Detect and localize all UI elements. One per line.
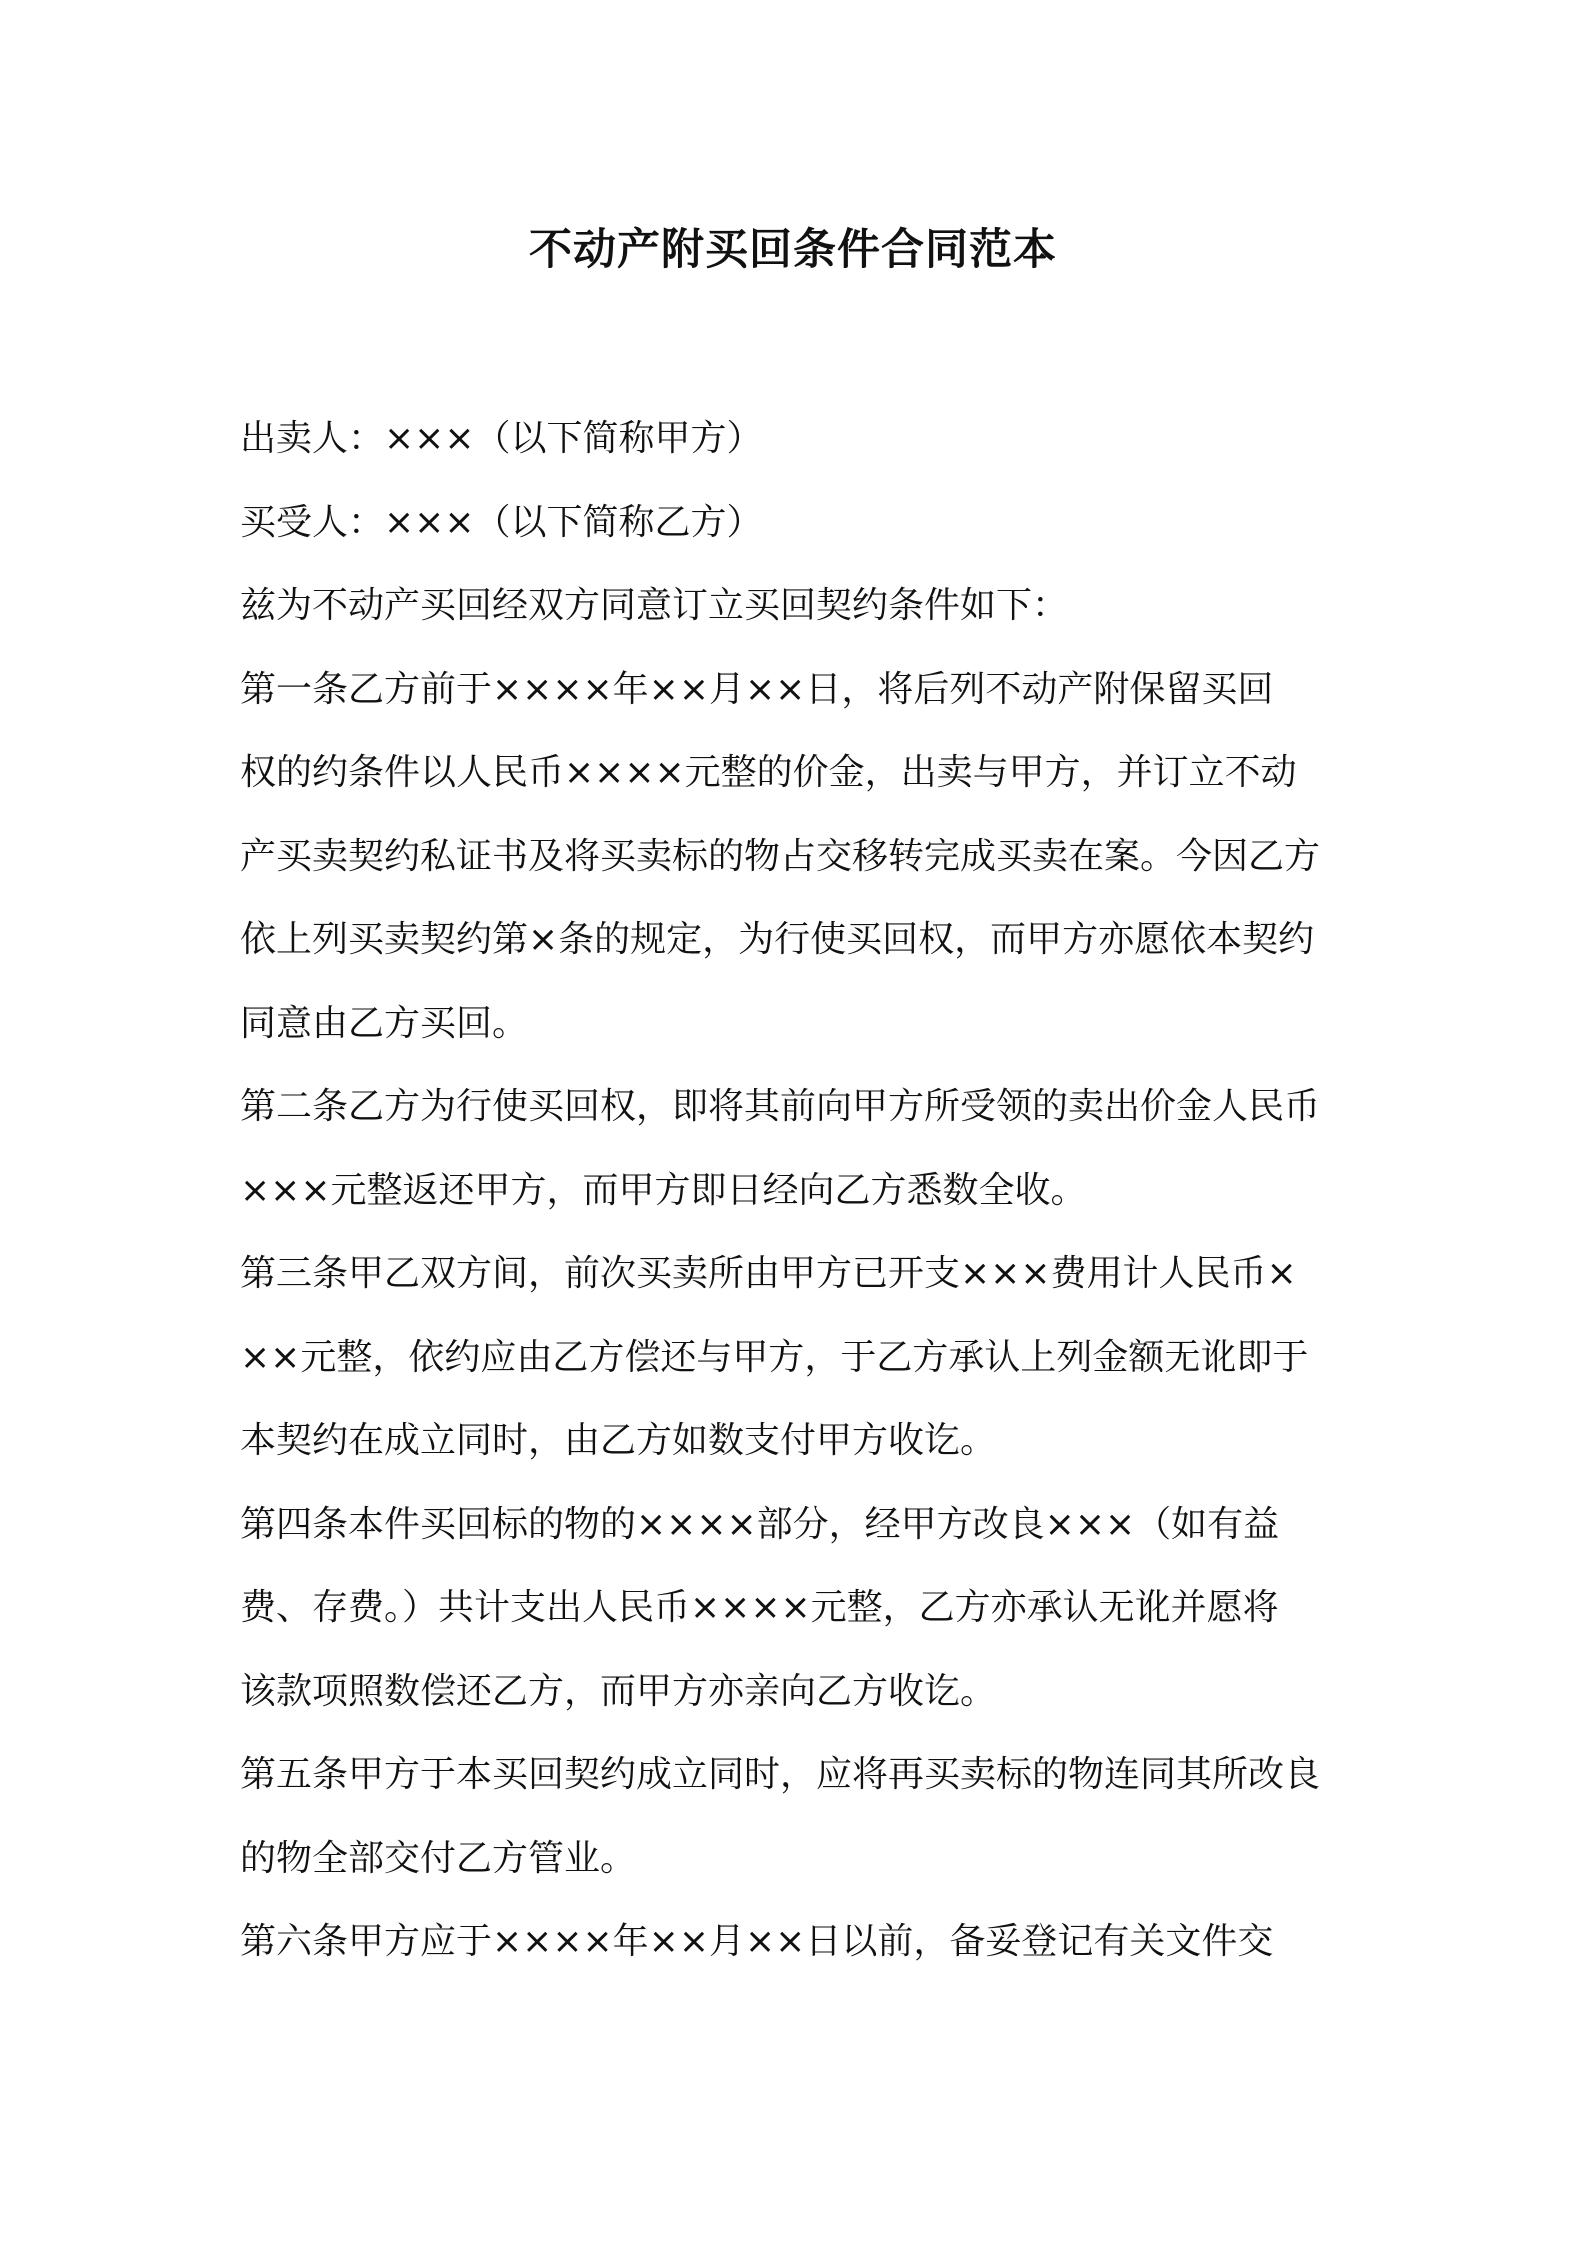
paragraph: [240, 397, 1360, 481]
text-line: 该款项照数偿还乙方，而甲方亦亲向乙方收讫。: [240, 1670, 997, 1712]
paragraph: [240, 1483, 1360, 1734]
text-line: 第五条甲方于本买回契约成立同时，应将再买卖标的物连同其所改良: [240, 1754, 1321, 1795]
text-line: 第三条甲乙双方间，前次买卖所由甲方已开支×××费用计人民币×: [240, 1253, 1297, 1294]
paragraph: [240, 1900, 1360, 1984]
text-line: 第六条甲方应于××××年××月××日以前，备妥登记有关文件交: [240, 1921, 1274, 1962]
paragraph: [240, 1232, 1360, 1483]
text-line: 同意由乙方买回。: [240, 1002, 529, 1044]
paragraph: [240, 1733, 1360, 1900]
paragraph: [240, 564, 1360, 648]
text-line: 买受人：×××（以下简称乙方）: [240, 501, 763, 543]
text-line: 第一条乙方前于××××年××月××日，将后列不动产附保留买回: [240, 668, 1274, 710]
text-line: 的物全部交付乙方管业。: [240, 1837, 637, 1879]
text-line: 产买卖契约私证书及将买卖标的物占交移转完成买卖在案。今因乙方: [240, 835, 1321, 877]
paragraph: [240, 481, 1360, 565]
text-line: 权的约条件以人民币××××元整的价金，出卖与甲方，并订立不动: [240, 752, 1297, 793]
text-line: 第四条本件买回标的物的××××部分，经甲方改良×××（如有益: [240, 1503, 1280, 1545]
text-line: 兹为不动产买回经双方同意订立买回契约条件如下：: [240, 585, 1069, 626]
document-title: 不动产附买回条件合同范本: [529, 225, 1057, 275]
paragraph: [240, 1065, 1360, 1232]
text-line: ××元整，依约应由乙方偿还与甲方，于乙方承认上列金额无讹即于: [240, 1336, 1309, 1378]
paragraph: [240, 648, 1360, 1066]
text-line: 费、存费。）共计支出人民币××××元整，乙方亦承认无讹并愿将: [240, 1587, 1279, 1628]
text-line: 出卖人：×××（以下简称甲方）: [240, 418, 763, 459]
text-line: 本契约在成立同时，由乙方如数支付甲方收讫。: [240, 1420, 997, 1461]
text-line: 第二条乙方为行使买回权，即将其前向甲方所受领的卖出价金人民币: [240, 1086, 1321, 1127]
text-line: ×××元整返还甲方，而甲方即日经向乙方悉数全收。: [240, 1169, 1087, 1211]
document-body: [240, 397, 1360, 1984]
text-line: 依上列买卖契约第×条的规定，为行使买回权，而甲方亦愿依本契约: [240, 919, 1315, 960]
